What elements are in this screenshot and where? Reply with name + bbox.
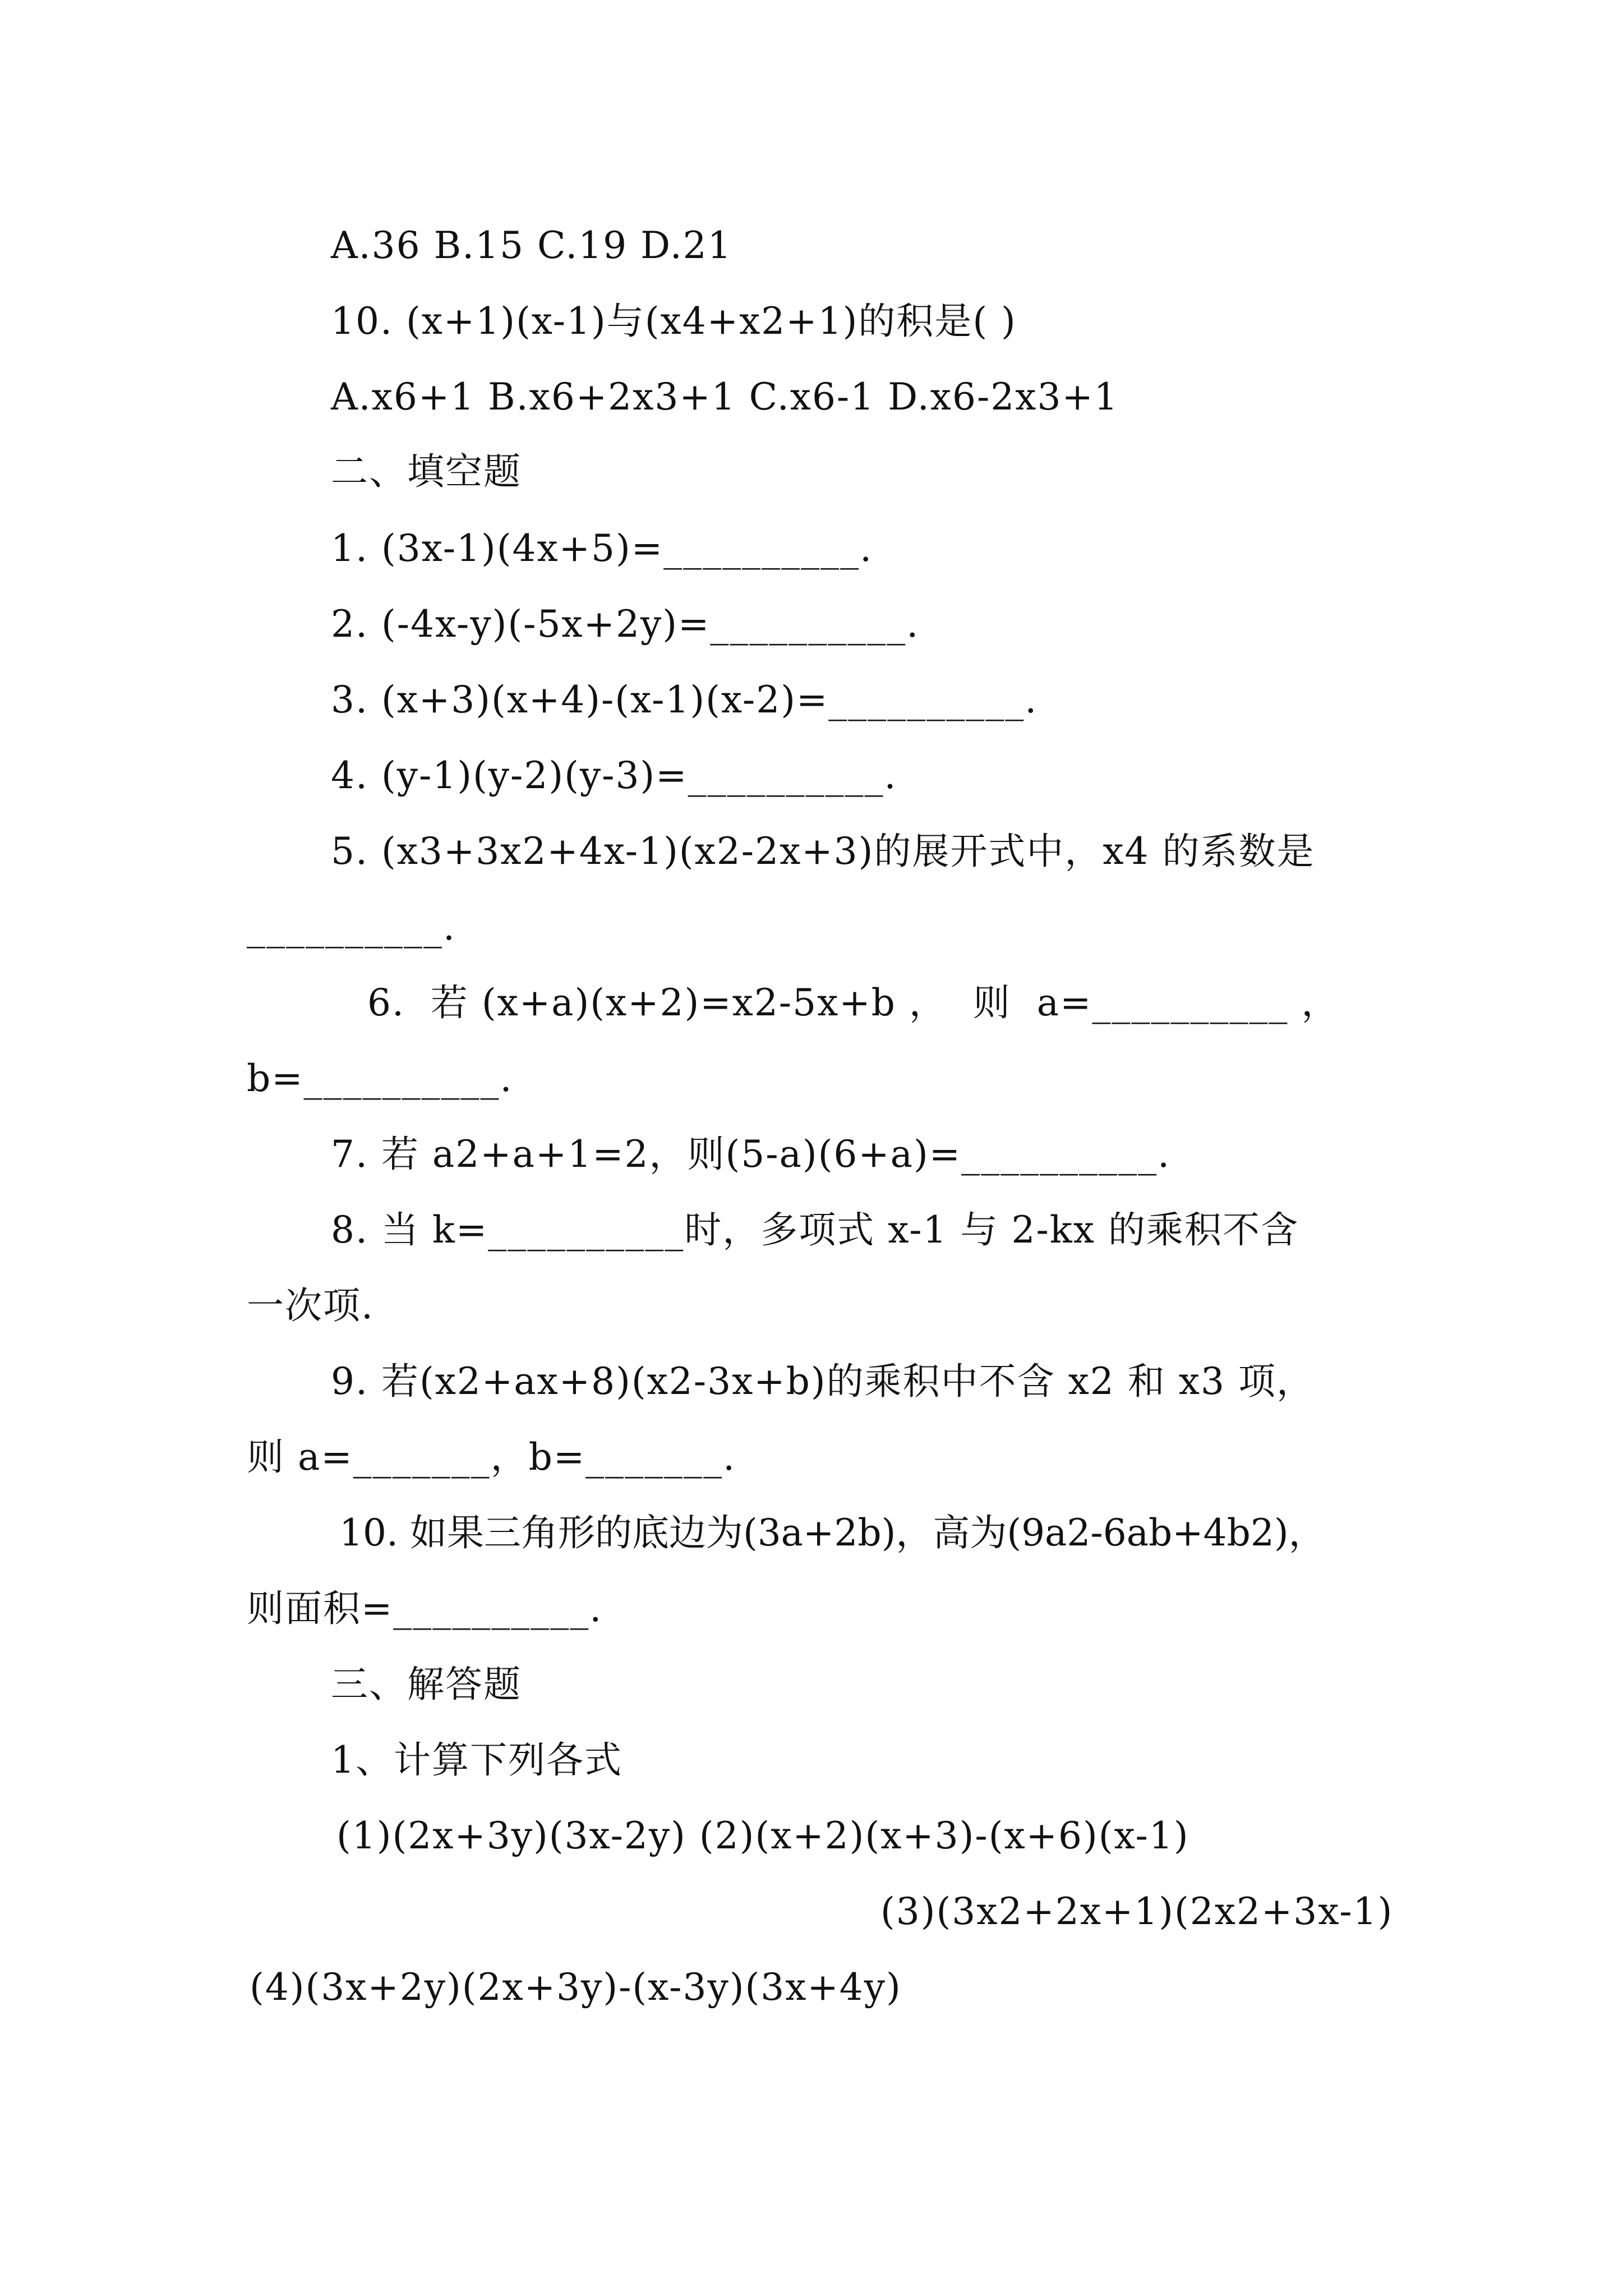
solve-1-items-1-2: (1)(2x+3y)(3x-2y) (2)(x+2)(x+3)-(x+6)(x-1) [336, 1814, 1189, 1857]
solve-1-item-4: (4)(3x+2y)(2x+3y)-(x-3y)(3x+4y) [250, 1966, 902, 2009]
fill-5-line-2: __________. [247, 905, 456, 949]
fill-10-line-1: 10. 如果三角形的底边为(3a+2b)，高为(9a2-6ab+4b2)， [339, 1511, 1326, 1554]
q10-options: A.x6+1 B.x6+2x3+1 C.x6-1 D.x6-2x3+1 [331, 375, 1119, 418]
fill-4: 4. (y-1)(y-2)(y-3)=__________. [331, 754, 897, 797]
fill-5-line-1: 5. (x3+3x2+4x-1)(x2-2x+3)的展开式中，x4 的系数是 [331, 830, 1315, 873]
fill-1: 1. (3x-1)(4x+5)=__________. [331, 527, 873, 570]
fill-6-line-1: 6. 若 (x+a)(x+2)=x2-5x+b ， 则 a=__________ ， [367, 981, 1340, 1024]
solve-1-item-3: (3)(3x2+2x+1)(2x2+3x-1) [880, 1890, 1394, 1933]
section-3-heading: 三、解答题 [331, 1663, 522, 1706]
section-2-heading: 二、填空题 [331, 450, 522, 493]
fill-8-line-1: 8. 当 k=__________时，多项式 x-1 与 2-kx 的乘积不含 [331, 1208, 1299, 1251]
fill-9-line-1: 9. 若(x2+ax+8)(x2-3x+b)的乘积中不含 x2 和 x3 项， [331, 1360, 1315, 1403]
fill-9-line-2: 则 a=_______，b=_______. [247, 1435, 736, 1479]
fill-10-line-2: 则面积=__________. [247, 1587, 603, 1630]
q10-stem: 10. (x+1)(x-1)与(x4+x2+1)的积是( ) [331, 300, 1017, 343]
fill-2: 2. (-4x-y)(-5x+2y)=__________. [331, 602, 920, 646]
solve-1-heading: 1、计算下列各式 [331, 1738, 623, 1782]
fill-6-line-2: b=__________. [247, 1057, 513, 1100]
fill-7: 7. 若 a2+a+1=2，则(5-a)(6+a)=__________. [331, 1133, 1171, 1176]
fill-3: 3. (x+3)(x+4)-(x-1)(x-2)=__________. [331, 678, 1038, 721]
fill-8-line-2: 一次项. [247, 1284, 374, 1327]
q9-options: A.36 B.15 C.19 D.21 [331, 224, 732, 267]
